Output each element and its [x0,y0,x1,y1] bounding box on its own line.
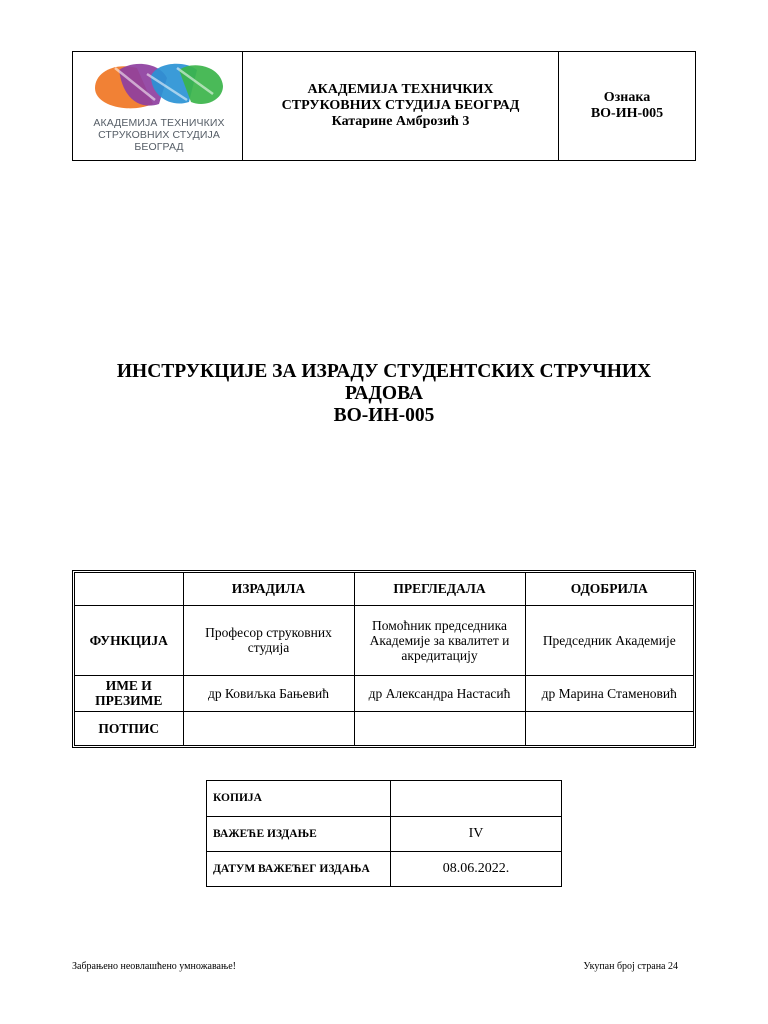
footer-copyright-notice: Забрањено неовлашћено умножавање! [72,961,236,972]
institution-name-line-2: СТРУКОВНИХ СТУДИЈА БЕОГРАД [281,98,520,113]
issue-value: 08.06.2022. [391,852,562,887]
issue-label: ДАТУМ ВАЖЕЋЕГ ИЗДАЊА [207,852,391,887]
institution-name-line-1: АКАДЕМИЈА ТЕХНИЧКИХ [307,82,494,97]
signature-cell [183,711,354,745]
approval-cell: Помоћник председника Академије за квалитет и акредитацију [354,605,525,675]
approval-header-approved: ОДОБРИЛА [525,573,693,605]
signature-cell [354,711,525,745]
issue-value: IV [391,817,562,852]
approval-header-reviewed: ПРЕГЛЕДАЛА [354,573,525,605]
approval-cell: др Александра Настасић [354,675,525,711]
title-line-1: ИНСТРУКЦИЈЕ ЗА ИЗРАДУ СТУДЕНТСКИХ СТРУЧНИХ [116,361,652,382]
approval-row-name [75,675,693,711]
issue-table [206,780,562,887]
approval-header-created: ИЗРАДИЛА [183,573,354,605]
approval-header-empty [75,573,183,605]
issue-value [391,781,562,817]
approval-cell: др Марина Стаменовић [525,675,693,711]
approval-row-label: ПОТПИС [75,711,183,745]
signature-cell [525,711,693,745]
academy-logo [73,52,243,160]
document-code [559,52,695,160]
title-code: ВО-ИН-005 [333,405,435,426]
issue-label: КОПИЈА [207,781,391,817]
approval-table [72,570,696,748]
approval-row-signature [75,711,693,745]
issue-row-date [207,852,562,887]
approval-row-label: ИМЕ И ПРЕЗИМЕ [75,675,183,711]
approval-header-row [75,573,693,605]
document-header [72,51,696,161]
document-title [72,361,696,427]
approval-row-function [75,605,693,675]
footer-page-count: Укупан број страна 24 [583,961,678,972]
institution-info [243,52,559,160]
approval-row-label: ФУНКЦИЈА [75,605,183,675]
approval-cell: Професор струковних студија [183,605,354,675]
logo-wordmark: АКАДЕМИЈА ТЕХНИЧКИХ СТРУКОВНИХ СТУДИЈА БЕОГРАД [93,117,225,153]
academy-logo-mark-icon [93,60,227,112]
institution-address: Катарине Амброзић 3 [331,114,470,129]
approval-cell: др Ковиљка Бањевић [183,675,354,711]
issue-label: ВАЖЕЋЕ ИЗДАЊЕ [207,817,391,852]
document-code-value: ВО-ИН-005 [590,106,664,121]
issue-row-copy [207,781,562,817]
document-code-label: Ознака [603,90,651,105]
issue-row-edition [207,817,562,852]
title-line-2: РАДОВА [345,383,423,404]
approval-cell: Председник Академије [525,605,693,675]
